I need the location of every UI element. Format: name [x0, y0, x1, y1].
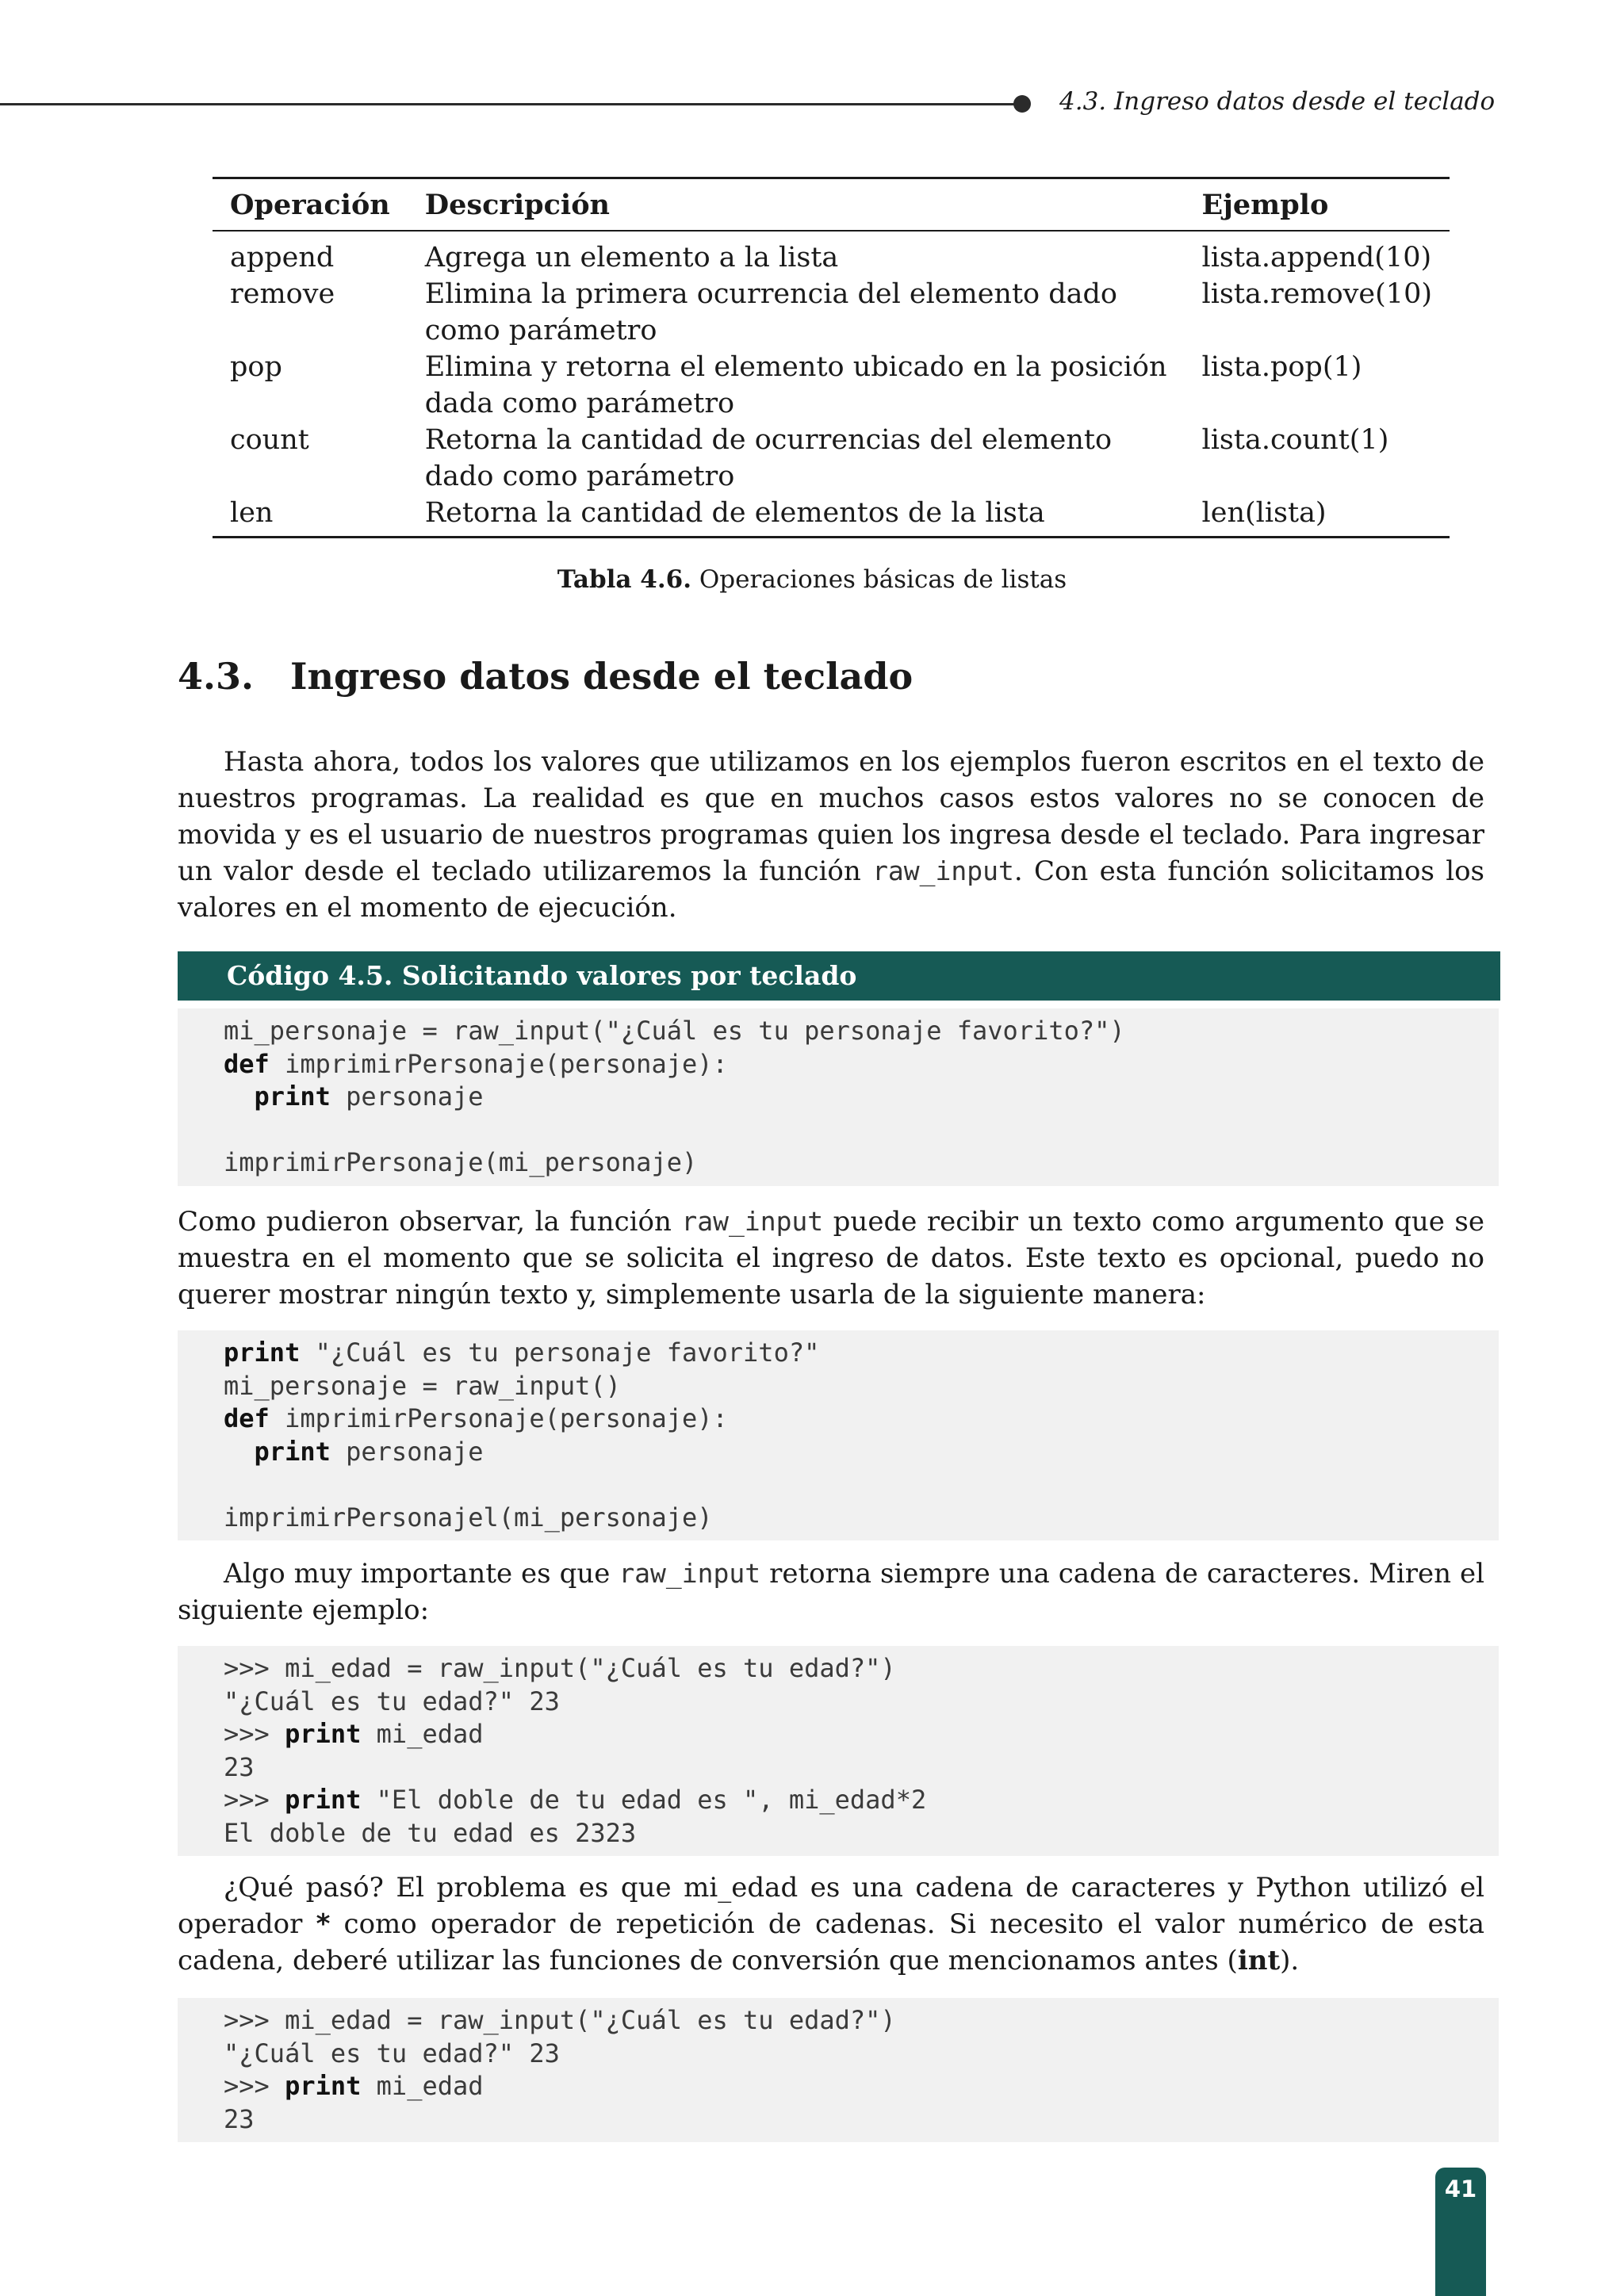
code-line: >>> mi_edad = raw_input("¿Cuál es tu edad?") — [224, 1653, 896, 1683]
cell-operation: len — [213, 495, 408, 538]
operations-table — [213, 177, 1450, 538]
header-operacion: Operación — [213, 178, 408, 232]
code-line: print personaje — [224, 1081, 484, 1112]
code-line: >>> print mi_edad — [224, 2071, 484, 2101]
table-caption — [0, 565, 1624, 594]
cell-description: Elimina y retorna el elemento ubicado en la posición dada como parámetro — [424, 351, 1167, 419]
cell-example: lista.count(1) — [1201, 424, 1389, 456]
cell-example: lista.pop(1) — [1201, 351, 1362, 383]
para-text: . Con esta función solicitamos los valores en el momento de ejecución. — [178, 855, 1484, 924]
cell-description: Agrega un elemento a la lista — [424, 242, 839, 274]
code-line: print "¿Cuál es tu personaje favorito?" — [224, 1337, 820, 1368]
code-line: 23 — [224, 1751, 255, 1782]
code-block-edad-repeat — [178, 1998, 1499, 2142]
table-row — [213, 422, 1450, 495]
cell-operation: pop — [230, 351, 282, 383]
table-row — [213, 349, 1450, 422]
header-rule — [0, 103, 1019, 105]
para-text: Hasta ahora, todos los valores que utilizamos en los ejemplos fueron escritos en el texto de nuestros programas. La realidad es que en muchos casos estos valores no se conocen de movida y es el usuario de nuestros programas quien los ingresa desde el teclado. Para ingresar un valor desde el teclado utilizaremos la función — [178, 746, 1484, 887]
cell-operation: count — [230, 424, 309, 456]
code-block-no-prompt — [178, 1330, 1499, 1540]
section-number: 4.3. — [178, 655, 255, 698]
running-head: 4.3. Ingreso datos desde el teclado — [1059, 87, 1496, 116]
cell-description: Elimina la primera ocurrencia del elemento dado como parámetro — [424, 278, 1117, 346]
para-text: puede recibir un texto como argumento que se muestra en el momento que se solicita el ingreso de datos. Este texto es opcional, puedo no querer mostrar ningún texto y, simplemente usarla de la siguiente manera: — [178, 1206, 1484, 1311]
paragraph-returns-string — [178, 1556, 1484, 1628]
code-listing-title: Código 4.5. Solicitando valores por teclado — [178, 951, 1500, 1001]
code-line: >>> print "El doble de tu edad es ", mi_edad*2 — [224, 1785, 927, 1815]
table-row — [213, 231, 1450, 276]
header-ejemplo: Ejemplo — [1185, 178, 1450, 232]
page-number: 41 — [1444, 2175, 1477, 2202]
code-line: imprimirPersonaje(mi_personaje) — [224, 1147, 698, 1177]
code-block-listing-4-5 — [178, 1008, 1499, 1186]
code-line: "¿Cuál es tu edad?" 23 — [224, 2038, 560, 2068]
para-text: ¿Qué pasó? El problema es que mi_edad es una cadena de caracteres y Python utilizó el operador — [178, 1872, 1484, 1940]
code-line: def imprimirPersonaje(personaje): — [224, 1403, 728, 1433]
code-line — [224, 1468, 1499, 1502]
code-line: imprimirPersonajel(mi_personaje) — [224, 1502, 713, 1533]
code-line: 23 — [224, 2103, 255, 2134]
page-number-tab — [1435, 2168, 1486, 2296]
section-heading — [178, 655, 913, 698]
caption-label: Tabla 4.6. — [557, 565, 692, 594]
cell-operation: append — [230, 242, 335, 274]
code-line: El doble de tu edad es 2323 — [224, 1817, 637, 1848]
code-line: mi_personaje = raw_input("¿Cuál es tu personaje favorito?") — [224, 1016, 1125, 1046]
header-bullet-dot — [1013, 95, 1031, 113]
cell-example: lista.remove(10) — [1201, 278, 1432, 310]
paragraph-intro — [178, 744, 1484, 926]
cell-example: lista.append(10) — [1201, 242, 1432, 274]
code-line: "¿Cuál es tu edad?" 23 — [224, 1686, 560, 1716]
inline-code: raw_input — [872, 855, 1014, 886]
code-line: def imprimirPersonaje(personaje): — [224, 1048, 728, 1079]
code-line — [224, 1114, 1499, 1147]
section-title: Ingreso datos desde el teclado — [290, 655, 914, 698]
inline-code: raw_input — [619, 1558, 761, 1589]
para-text: como operador de repetición de cadenas. Si necesito el valor numérico de esta cadena, deberé utilizar las funciones de conversión que mencionamos antes ( — [178, 1908, 1484, 1976]
paragraph-what-happened — [178, 1869, 1484, 1979]
paragraph-raw-input-arg — [178, 1203, 1484, 1313]
code-line: >>> print mi_edad — [224, 1719, 484, 1749]
cell-example: len(lista) — [1185, 495, 1450, 538]
cell-description: Retorna la cantidad de ocurrencias del elemento dado como parámetro — [424, 424, 1113, 492]
code-block-edad-example — [178, 1646, 1499, 1856]
table-row — [213, 495, 1450, 538]
operator-star: * — [316, 1908, 331, 1940]
inline-code: raw_input — [681, 1206, 824, 1237]
cell-operation: remove — [230, 278, 335, 310]
cell-description: Retorna la cantidad de elementos de la lista — [408, 495, 1185, 538]
bold-int: int — [1237, 1945, 1281, 1976]
para-text: retorna siempre una cadena de caracteres. Miren el siguiente ejemplo: — [178, 1558, 1484, 1626]
para-text: Algo muy importante es que — [224, 1558, 619, 1590]
table-header-row — [213, 178, 1450, 232]
code-line: mi_personaje = raw_input() — [224, 1370, 621, 1401]
para-text: ). — [1280, 1945, 1300, 1976]
para-text: Como pudieron observar, la función — [178, 1206, 682, 1238]
caption-text: Operaciones básicas de listas — [699, 565, 1067, 594]
code-line: >>> mi_edad = raw_input("¿Cuál es tu edad?") — [224, 2005, 896, 2035]
table-row — [213, 276, 1450, 349]
code-line: print personaje — [224, 1436, 484, 1467]
header-descripcion: Descripción — [408, 178, 1185, 232]
